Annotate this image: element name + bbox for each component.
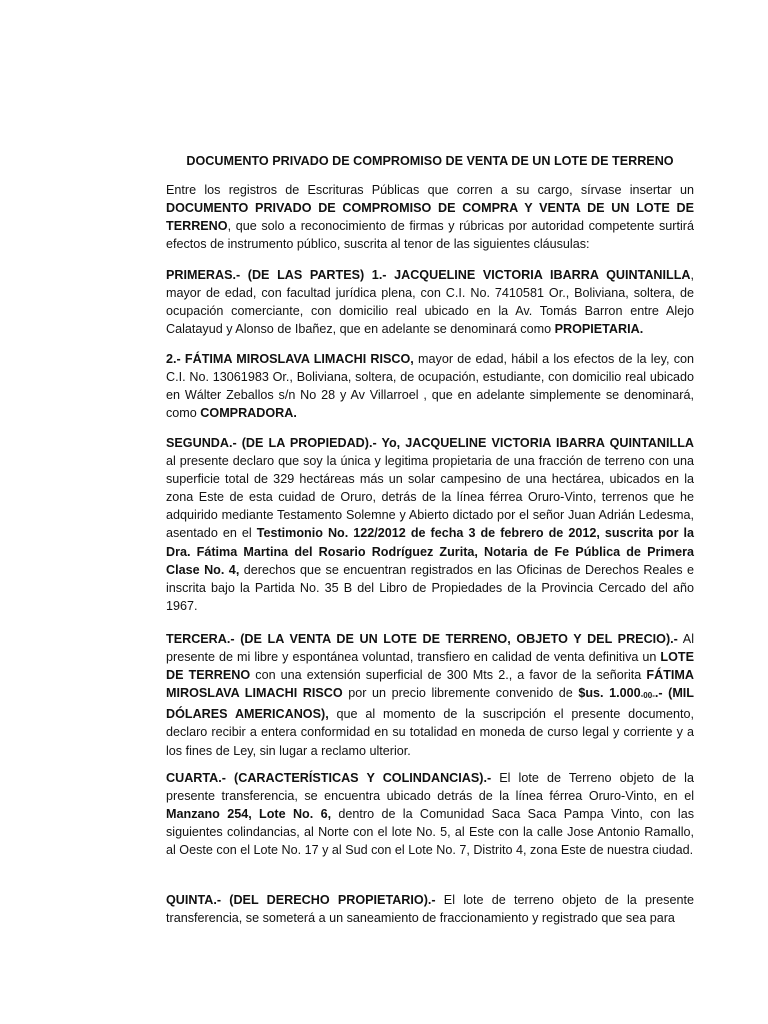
paragraph-tercera [166,630,694,760]
text-span: mayor de edad, hábil a los efectos de la ley, con C.I. No. 13061983 Or., Boliviana, soltera, de ocupación, estudiante, con domicilio real ubicado en Wálter Zeballos s/n No 28 y Av Villarroel , que en adelante simplemente se denominará, como [166,352,694,421]
text-span: dentro de la Comunidad Saca Saca Pampa Vinto, con las siguientes colindancias, al Norte con el lote No. 5, al Este con la calle Jose Antonio Ramallo, al Oeste con el Lote No. 17 y al Sud con el Lote No. 7, Distrito 4, zona Este de nuestra ciudad. [166,807,694,858]
superscript-cents: -00- [640,691,655,701]
bold-span: QUINTA.- (DEL DERECHO PROPIETARIO).- [166,893,436,907]
text-span: Al presente de mi libre y espontánea voluntad, transfiero en calidad de venta definitiva un [166,632,694,665]
text-span: por un precio libremente convenido de [342,686,579,701]
bold-span: TERCERA.- (DE LA VENTA DE UN LOTE DE TERRENO, OBJETO Y DEL PRECIO).- [166,632,678,646]
bold-span: SEGUNDA.- (DE LA PROPIEDAD).- Yo, JACQUELINE VICTORIA IBARRA QUINTANILLA [166,436,694,450]
text-span: El lote de terreno objeto de la presente transferencia, se someterá a un saneamiento de fraccionamiento y registrado que sea para [166,893,694,926]
document-title: DOCUMENTO PRIVADO DE COMPROMISO DE VENTA DE UN LOTE DE TERRENO [186,154,674,168]
text-span: El lote de Terreno objeto de la presente transferencia, se encuentra ubicado detrás de la línea férrea Oruro-Vinto, en el [166,771,694,804]
bold-span: FÁTIMA MIROSLAVA LIMACHI RISCO [166,668,694,701]
bold-span: LOTE DE TERRENO [166,650,694,683]
bold-span: .- (MIL DÓLARES AMERICANOS), [166,686,695,722]
bold-span: PRIMERAS.- (DE LAS PARTES) 1.- JACQUELINE VICTORIA IBARRA QUINTANILLA [166,268,691,282]
paragraph-cuarta [166,769,694,859]
text-span: que al momento de la suscripción el presente documento, declaro recibir a entera conformidad en su totalidad en moneda de curso legal y corriente y a los fines de Ley, sin lugar a reclamo ulterior. [166,707,694,758]
text-span: , mayor de edad, con facultad jurídica plena, con C.I. No. 7410581 Or., Boliviana, soltera, de ocupación comerciante, con domicilio real ubicado en la Av. Tomás Barron entre Alejo Calatayud y Alonso de Ibañez, que en adelante se denominará como [166,268,694,337]
bold-span: Testimonio No. 122/2012 de fecha 3 de febrero de 2012, suscrita por la Dra. Fátima Martina del Rosario Rodríguez Zurita, Notaria de Fe Pública de Primera Clase No. 4, [166,526,694,577]
text-span: con una extensión superficial de 300 Mts 2., a favor de la señorita [250,668,647,683]
text-span: , que solo a reconocimiento de firmas y rúbricas por autoridad competente surtirá efectos de instrumento público, suscrita al tenor de las siguientes cláusulas: [166,219,694,252]
text-span: al presente declaro que soy la única y legitima propietaria de una fracción de terreno con una superficie total de 329 hectáreas más un solar campesino de una hectárea, ubicados en la zona Este de esta cuidad de Oruro, detrás de la línea férrea Oruro-Vinto, terrenos que he adquirido mediante Testamento Solemne y Abierto dictado por el señor Juan Adrián Ledesma, asentado en el [166,454,694,541]
paragraph-intro [166,181,694,253]
paragraph-compradora [166,350,694,422]
bold-span: COMPRADORA. [200,406,297,421]
bold-span: PROPIETARIA. [554,322,644,337]
bold-span: DOCUMENTO PRIVADO DE COMPROMISO DE COMPRA Y VENTA DE UN LOTE DE TERRENO [166,201,694,234]
bold-span: CUARTA.- (CARACTERÍSTICAS Y COLINDANCIAS).- [166,771,492,785]
paragraph-quinta [166,891,694,927]
bold-span: 2.- FÁTIMA MIROSLAVA LIMACHI RISCO, [166,352,414,366]
text-span: Entre los registros de Escrituras Públicas que corren a su cargo, sírvase insertar un [166,183,694,197]
text-span: derechos que se encuentran registrados en las Oficinas de Derechos Reales e inscrita bajo la Partida No. 35 B del Libro de Propiedades de la Provincia Cercado del año 1967. [166,562,694,613]
paragraph-primera [166,266,694,338]
paragraph-segunda [166,434,694,615]
bold-span: $us. 1.000 [578,686,641,701]
bold-span: Manzano 254, Lote No. 6, [166,807,332,822]
